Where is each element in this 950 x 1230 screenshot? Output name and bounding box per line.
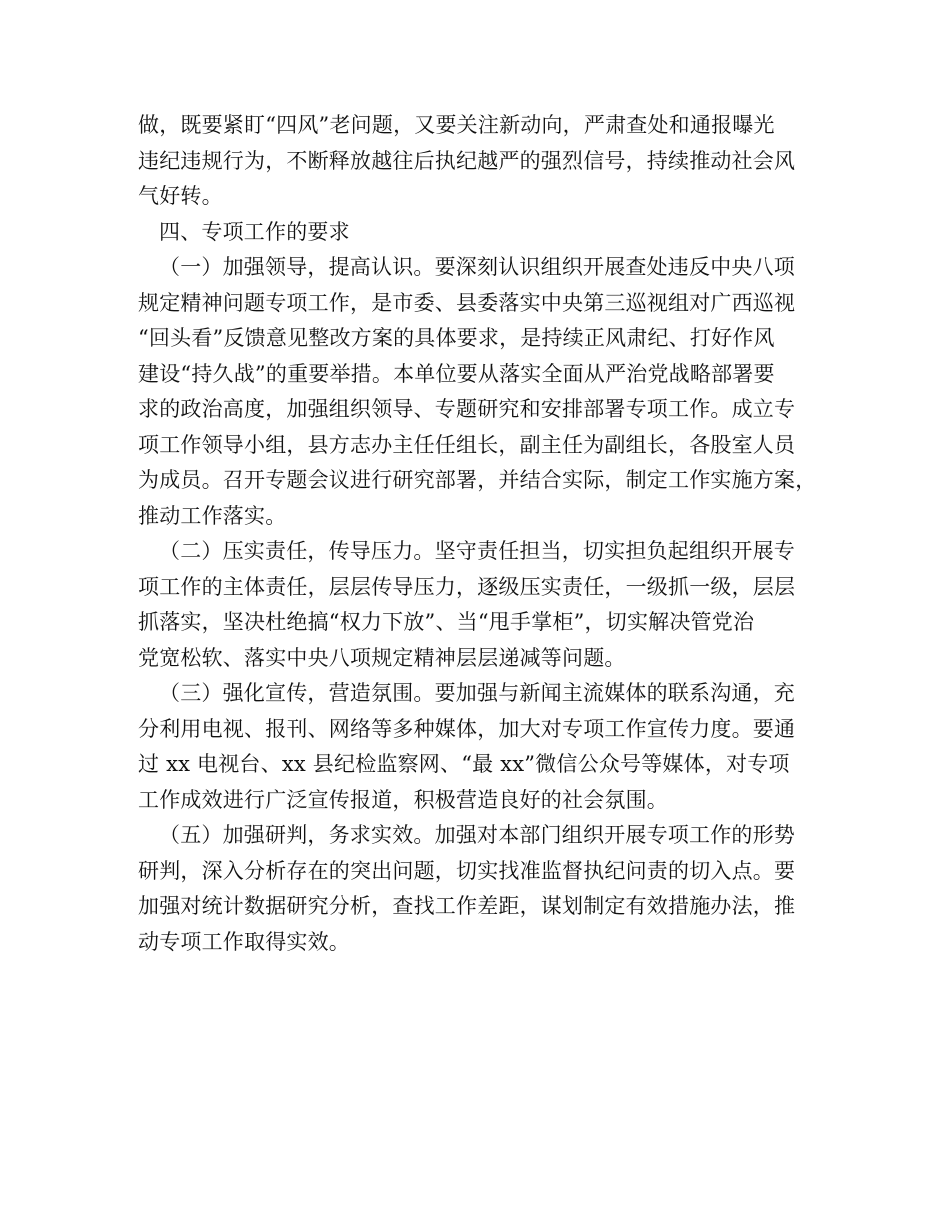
text-line: 加强对统计数据研究分析，查找工作差距，谋划制定有效措施办法，推 [138, 894, 796, 918]
text-line: （五）加强研判，务求实效。加强对本部门组织开展专项工作的形势 [159, 823, 795, 847]
text-line: 四、专项工作的要求 [159, 219, 350, 244]
text-line: 规定精神问题专项工作，是市委、县委落实中央第三巡视组对广西巡视 [138, 290, 796, 315]
text-line: 项工作领导小组，县方志办主任任组长，副主任为副组长，各股室人员 [138, 432, 796, 457]
paragraph-analysis [138, 818, 828, 960]
text-line: （一）加强领导，提高认识。要深刻认识组织开展查处违反中央八项 [159, 255, 795, 279]
section-heading [138, 215, 828, 251]
text-line: 过 xx 电视台、xx 县纪检监察网、“最 xx”微信公众号等媒体，对专项 [138, 752, 790, 776]
text-line: 为成员。召开专题会议进行研究部署，并结合实际，制定工作实施方案， [138, 468, 817, 492]
text-line: 气好转。 [138, 184, 223, 208]
text-line: 抓落实，坚决杜绝搞“权力下放”、当“甩手掌柜”，切实解决管党治 [138, 610, 755, 634]
document-body [138, 108, 828, 960]
text-line: 违纪违规行为，不断释放越往后执纪越严的强烈信号，持续推动社会风 [138, 148, 796, 173]
paragraph-publicity [138, 676, 828, 818]
text-line: 求的政治高度，加强组织领导、专题研究和安排部署专项工作。成立专 [138, 397, 796, 421]
text-line: 研判，深入分析存在的突出问题，切实找准监督执纪问责的切入点。要 [138, 858, 796, 883]
text-line: 做，既要紧盯“四风”老问题，又要关注新动向，严肃查处和通报曝光 [138, 113, 775, 137]
text-line: （三）强化宣传，营造氛围。要加强与新闻主流媒体的联系沟通，充 [159, 681, 795, 705]
paragraph-responsibility [138, 534, 828, 676]
text-line: 推动工作落实。 [138, 503, 287, 528]
text-line: 建设“持久战”的重要举措。本单位要从落实全面从严治党战略部署要 [138, 361, 775, 386]
text-line: 动专项工作取得实效。 [138, 929, 350, 954]
text-line: 分利用电视、报刊、网络等多种媒体，加大对专项工作宣传力度。要通 [138, 716, 796, 741]
text-line: “回头看”反馈意见整改方案的具体要求，是持续正风肃纪、打好作风 [138, 326, 775, 350]
text-line: 项工作的主体责任，层层传导压力，逐级压实责任，一级抓一级，层层 [138, 574, 796, 599]
text-line: 党宽松软、落实中央八项规定精神层层递减等问题。 [138, 645, 626, 670]
paragraph-continuation [138, 108, 828, 215]
paragraph-leadership [138, 250, 828, 534]
text-line: 工作成效进行广泛宣传报道，积极营造良好的社会氛围。 [138, 787, 668, 812]
text-line: （二）压实责任，传导压力。坚守责任担当，切实担负起组织开展专 [159, 539, 795, 563]
